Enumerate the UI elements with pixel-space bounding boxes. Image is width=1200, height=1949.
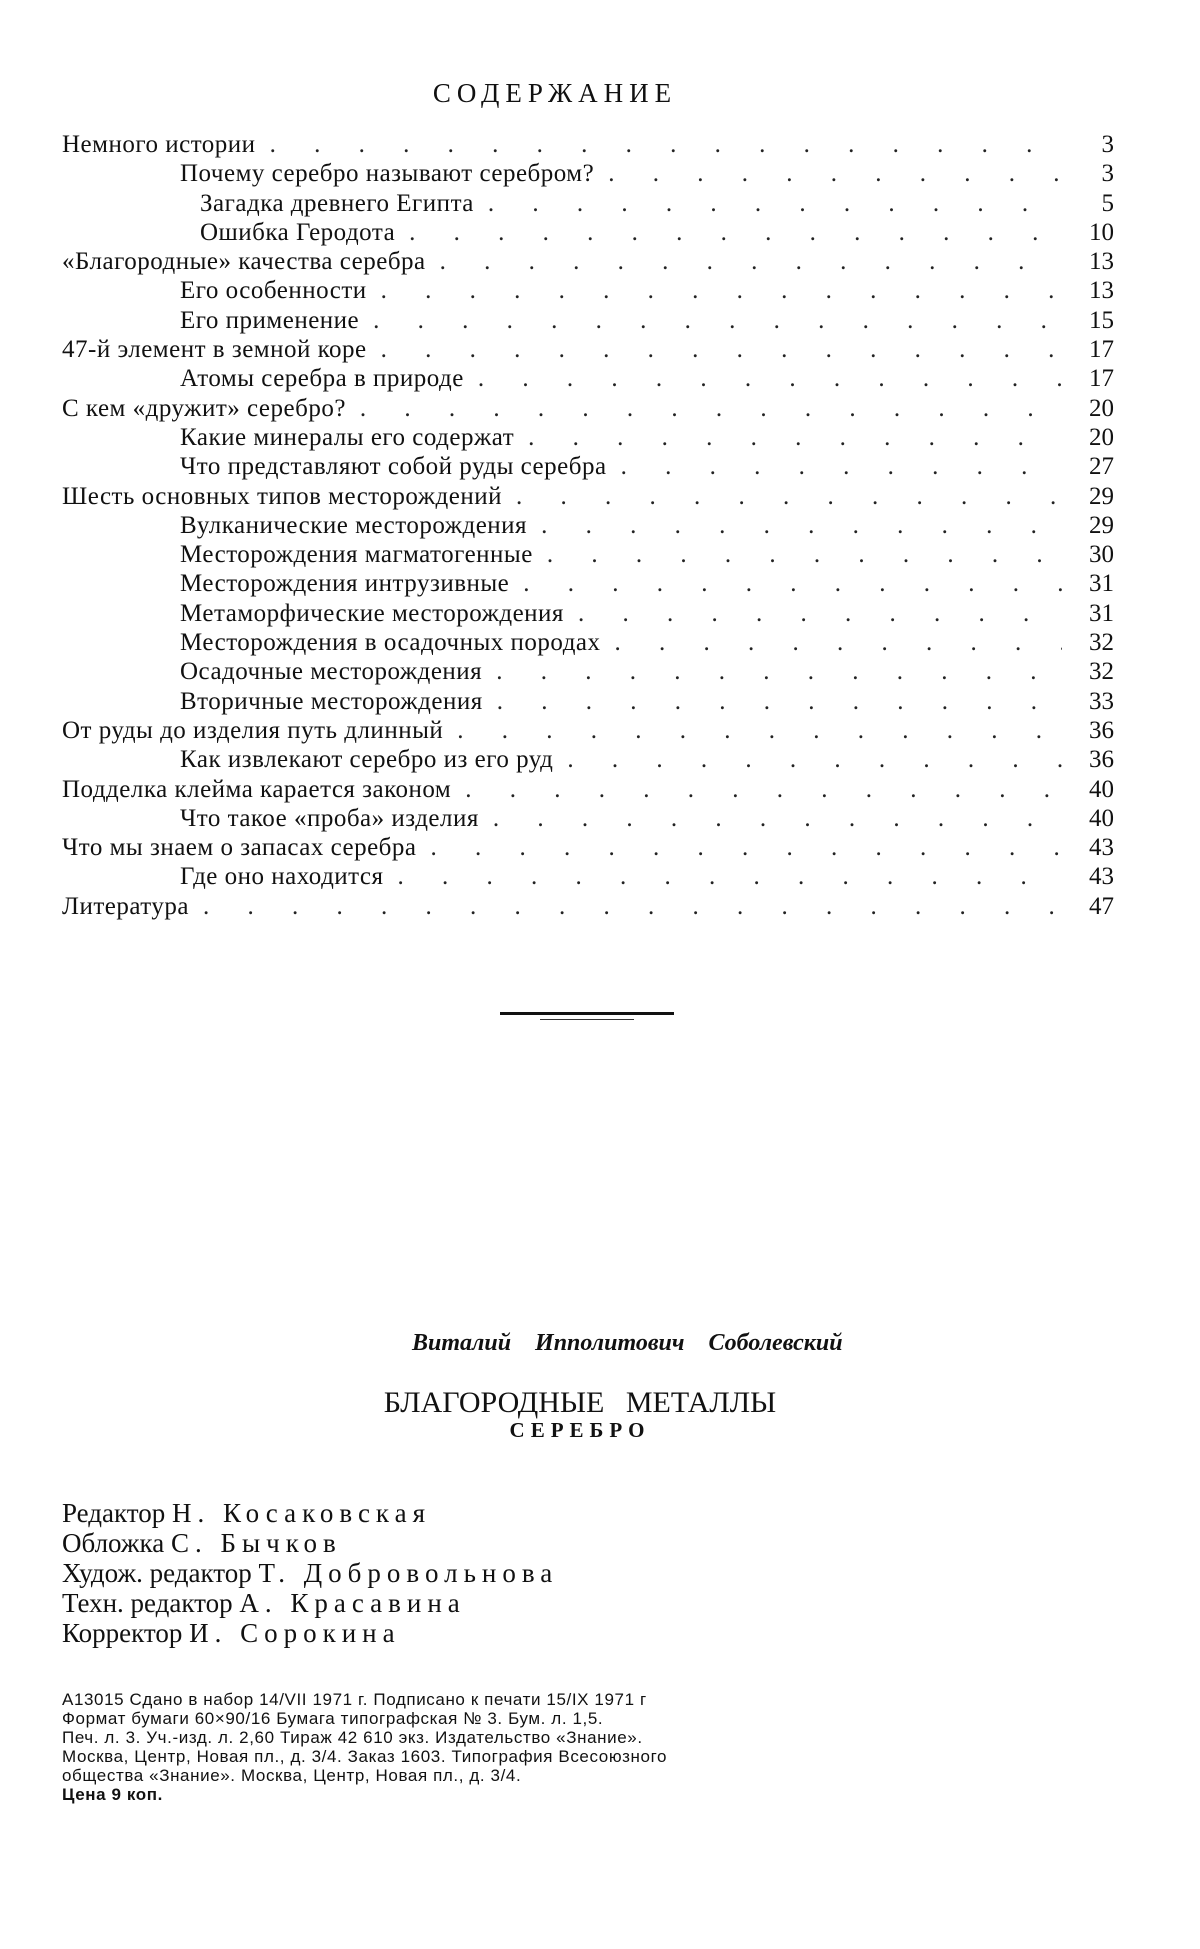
- toc-page-number: 40: [1089, 775, 1114, 803]
- toc-leader-dots: [373, 306, 1062, 335]
- toc-leader-dots: [615, 628, 1062, 657]
- toc-page-number: 20: [1089, 394, 1114, 422]
- toc-entry-title: Какие минералы его содержат: [180, 423, 515, 451]
- toc-leader-dots: [528, 423, 1062, 452]
- credits-list: [62, 1498, 558, 1648]
- toc-entry-title: Атомы серебра в природе: [180, 365, 464, 393]
- toc-page-number: 43: [1089, 834, 1114, 862]
- toc-entry: [62, 687, 1114, 716]
- toc-page-number: 20: [1089, 423, 1114, 451]
- imprint-line: А13015 Сдано в набор 14/VII 1971 г. Подписано к печати 15/IX 1971 г: [62, 1690, 647, 1709]
- toc-entry-title: От руды до изделия путь длинный: [62, 716, 444, 744]
- toc-entry-title: Осадочные месторождения: [180, 658, 483, 686]
- imprint-line: Печ. л. 3. Уч.-изд. л. 2,60 Тираж 42 610 экз. Издательство «Знание».: [62, 1728, 643, 1747]
- toc-page-number: 30: [1089, 541, 1114, 569]
- toc-page-number: 29: [1089, 511, 1114, 539]
- toc-leader-dots: [360, 394, 1062, 423]
- toc-page-number: 47: [1089, 892, 1114, 920]
- credit-name: А. Красавина: [239, 1588, 466, 1618]
- toc-leader-dots: [608, 159, 1062, 188]
- toc-page-number: 33: [1089, 687, 1114, 715]
- toc-entry: [62, 804, 1114, 833]
- credit-line: [62, 1528, 558, 1558]
- toc-page-number: 17: [1089, 365, 1114, 393]
- toc-entry: [62, 364, 1114, 393]
- book-title: БЛАГОРОДНЫЕ МЕТАЛЛЫ: [383, 1386, 777, 1419]
- toc-entry: [62, 862, 1114, 891]
- toc-entry: [62, 130, 1114, 159]
- toc-leader-dots: [381, 276, 1062, 305]
- section-divider: [500, 1012, 674, 1015]
- credit-line: [62, 1498, 558, 1528]
- toc-entry-title: Подделка клейма карается законом: [62, 775, 452, 803]
- toc-page-number: 13: [1089, 277, 1114, 305]
- toc-entry: [62, 423, 1114, 452]
- toc-leader-dots: [621, 452, 1062, 481]
- credit-line: [62, 1618, 558, 1648]
- toc-entry: [62, 335, 1114, 364]
- toc-entry-title: Почему серебро называют серебром?: [180, 160, 595, 188]
- toc-entry-title: Месторождения в осадочных породах: [180, 629, 601, 657]
- toc-entry: [62, 247, 1114, 276]
- credit-role: Худож. редактор: [62, 1558, 252, 1588]
- section-divider-underline: [540, 1019, 634, 1020]
- toc-entry: [62, 306, 1114, 335]
- toc-page-number: 43: [1089, 863, 1114, 891]
- toc-entry: [62, 452, 1114, 481]
- toc-page-number: 32: [1089, 658, 1114, 686]
- toc-entry: [62, 569, 1114, 598]
- toc-leader-dots: [541, 511, 1062, 540]
- toc-leader-dots: [478, 364, 1062, 393]
- toc-leader-dots: [578, 599, 1062, 628]
- toc-entry: [62, 511, 1114, 540]
- toc-page-number: 36: [1089, 746, 1114, 774]
- toc-entry: [62, 218, 1114, 247]
- credit-name: С. Бычков: [170, 1528, 342, 1558]
- toc-page-number: 29: [1089, 482, 1114, 510]
- toc-page-number: 15: [1089, 306, 1114, 334]
- toc-entry: [62, 657, 1114, 686]
- toc-leader-dots: [409, 218, 1062, 247]
- imprint-line: общества «Знание». Москва, Центр, Новая пл., д. 3/4.: [62, 1766, 522, 1785]
- toc-page-number: 40: [1089, 804, 1114, 832]
- credit-name: И. Сорокина: [189, 1618, 401, 1648]
- credit-role: Редактор: [62, 1498, 166, 1528]
- toc-leader-dots: [497, 687, 1062, 716]
- toc-entry: [62, 892, 1114, 921]
- toc-leader-dots: [516, 482, 1062, 511]
- toc-title: СОДЕРЖАНИЕ: [432, 78, 678, 108]
- toc-entry-title: Где оно находится: [180, 863, 384, 891]
- toc-page-number: 3: [1101, 160, 1114, 188]
- toc-leader-dots: [496, 657, 1062, 686]
- toc-entry-title: Вулканические месторождения: [180, 511, 528, 539]
- toc-leader-dots: [567, 745, 1062, 774]
- credit-role: Корректор: [62, 1618, 183, 1648]
- imprint-block: [62, 1690, 962, 1804]
- toc-entry: [62, 540, 1114, 569]
- table-of-contents: [62, 130, 1114, 921]
- toc-leader-dots: [203, 892, 1062, 921]
- toc-entry-title: Его применение: [180, 306, 360, 334]
- toc-entry: [62, 159, 1114, 188]
- toc-page-number: 31: [1089, 599, 1114, 627]
- toc-entry-title: Вторичные месторождения: [180, 687, 483, 715]
- toc-entry-title: Что такое «проба» изделия: [180, 804, 479, 832]
- credit-name: Т. Добровольнова: [258, 1558, 559, 1588]
- toc-leader-dots: [493, 804, 1062, 833]
- toc-entry-title: Ошибка Геродота: [200, 218, 396, 246]
- toc-page-number: 13: [1089, 248, 1114, 276]
- toc-entry: [62, 189, 1114, 218]
- toc-entry-title: Месторождения магматогенные: [180, 541, 533, 569]
- toc-page-number: 27: [1089, 453, 1114, 481]
- book-subtitle: СЕРЕБРО: [509, 1418, 651, 1442]
- imprint-line: Москва, Центр, Новая пл., д. 3/4. Заказ 1603. Типография Всесоюзного: [62, 1747, 668, 1766]
- toc-entry-title: Литература: [62, 892, 189, 920]
- toc-page-number: 32: [1089, 629, 1114, 657]
- toc-leader-dots: [270, 130, 1062, 159]
- toc-entry-title: Шесть основных типов месторождений: [62, 482, 503, 510]
- toc-entry-title: 47-й элемент в земной коре: [62, 336, 367, 364]
- credit-line: [62, 1558, 558, 1588]
- toc-entry-title: Что представляют собой руды серебра: [180, 453, 607, 481]
- toc-entry-title: Его особенности: [180, 277, 367, 305]
- toc-page-number: 3: [1101, 131, 1114, 158]
- imprint-line: Формат бумаги 60×90/16 Бумага типографская № 3. Бум. л. 1,5.: [62, 1709, 604, 1728]
- credit-role: Обложка: [62, 1528, 165, 1558]
- toc-page-number: 31: [1089, 570, 1114, 598]
- toc-page-number: 36: [1089, 716, 1114, 744]
- toc-entry: [62, 745, 1114, 774]
- toc-entry-title: Загадка древнего Египта: [200, 189, 474, 217]
- credit-role: Техн. редактор: [62, 1588, 233, 1618]
- toc-entry-title: Что мы знаем о запасах серебра: [62, 834, 417, 862]
- credit-name: Н. Косаковская: [171, 1498, 432, 1528]
- toc-entry-title: Месторождения интрузивные: [180, 570, 510, 598]
- credit-line: [62, 1588, 558, 1618]
- price-label: Цена 9 коп.: [62, 1785, 163, 1804]
- toc-entry: [62, 833, 1114, 862]
- toc-leader-dots: [488, 189, 1062, 218]
- toc-leader-dots: [457, 716, 1062, 745]
- toc-entry: [62, 775, 1114, 804]
- toc-entry-title: «Благородные» качества серебра: [62, 248, 426, 276]
- toc-leader-dots: [465, 775, 1062, 804]
- toc-leader-dots: [398, 862, 1063, 891]
- toc-entry: [62, 599, 1114, 628]
- toc-leader-dots: [431, 833, 1062, 862]
- toc-entry: [62, 394, 1114, 423]
- toc-entry-title: Немного истории: [62, 131, 256, 158]
- toc-entry: [62, 276, 1114, 305]
- toc-leader-dots: [523, 569, 1062, 598]
- toc-leader-dots: [440, 247, 1062, 276]
- author-name: Виталий Ипполитович Соболевский: [412, 1330, 843, 1356]
- toc-entry: [62, 716, 1114, 745]
- toc-entry-title: С кем «дружит» серебро?: [62, 394, 346, 422]
- toc-page-number: 5: [1101, 189, 1114, 217]
- toc-page-number: 10: [1089, 218, 1114, 246]
- toc-entry-title: Метаморфические месторождения: [180, 599, 564, 627]
- toc-page-number: 17: [1089, 336, 1114, 364]
- toc-entry-title: Как извлекают серебро из его руд: [180, 746, 554, 774]
- toc-entry: [62, 482, 1114, 511]
- toc-leader-dots: [547, 540, 1062, 569]
- toc-entry: [62, 628, 1114, 657]
- toc-leader-dots: [381, 335, 1062, 364]
